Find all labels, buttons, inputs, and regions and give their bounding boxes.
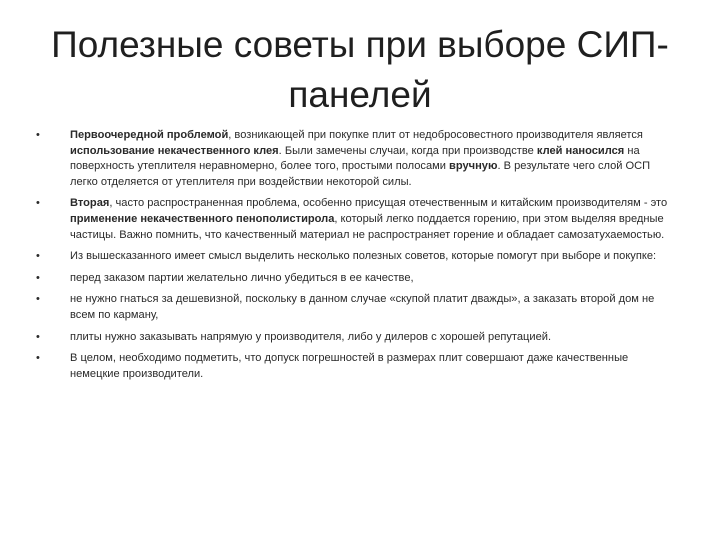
bullet-icon: • [36, 293, 40, 306]
bullet-item [36, 271, 668, 287]
bold-text: использование некачественного клея [70, 144, 279, 157]
body-text: . Были замечены случаи, когда при производстве [278, 144, 537, 157]
bold-text: применение некачественного пенополистирола [70, 212, 335, 225]
body-text: Из вышесказанного имеет смысл выделить несколько полезных советов, которые помогут при выборе и покупке: [70, 250, 657, 263]
slide-title: Полезные советы при выборе СИП-панелей [51, 24, 669, 115]
bullet-item [36, 249, 668, 265]
body-text: не нужно гнаться за дешевизной, поскольку в данном случае «скупой платит дважды», а заказать второй дом не всем по карману, [70, 293, 655, 321]
bold-text: Первоочередной проблемой [70, 129, 229, 141]
body-text: , часто распространенная проблема, особенно присущая отечественным и китайским производителям - это [109, 197, 668, 210]
bullet-icon: • [36, 271, 40, 284]
bold-text: Вторая [70, 197, 110, 210]
bullet-icon: • [36, 197, 40, 210]
bullet-item [36, 330, 668, 346]
bold-text: клей наносился [536, 144, 625, 157]
bold-text: вручную [449, 160, 498, 173]
body-text: перед заказом партии желательно лично убедиться в ее качестве, [70, 271, 414, 284]
bullet-icon: • [36, 330, 40, 343]
body-text: В целом, необходимо подметить, что допуск погрешностей в размерах плит совершают даже качественные немецкие производители. [70, 352, 629, 380]
body-text: . В результате чего слой ОСП легко отделяется от утеплителя при воздействии некоторой силы. [70, 160, 651, 188]
bullet-icon: • [36, 352, 40, 365]
body-text: , который легко поддается горению, при этом выделяя вредные частицы. Важно помнить, что качественный материал не распространяет горение и обладает самозатухаемостью. [70, 212, 665, 241]
bullet-item [36, 196, 668, 243]
bullet-icon: • [36, 129, 40, 141]
bullet-item [36, 128, 668, 190]
body-text: плиты нужно заказывать напрямую у производителя, либо у дилеров с хорошей репутацией. [70, 330, 552, 343]
body-text: на поверхность утеплителя неравномерно, более того, простыми полосами [70, 144, 640, 173]
bullet-item [36, 292, 668, 323]
bullet-list [36, 128, 668, 388]
bullet-icon: • [36, 250, 40, 263]
bullet-item [36, 351, 668, 382]
body-text: , возникающей при покупке плит от недобросовестного производителя является [228, 129, 643, 141]
